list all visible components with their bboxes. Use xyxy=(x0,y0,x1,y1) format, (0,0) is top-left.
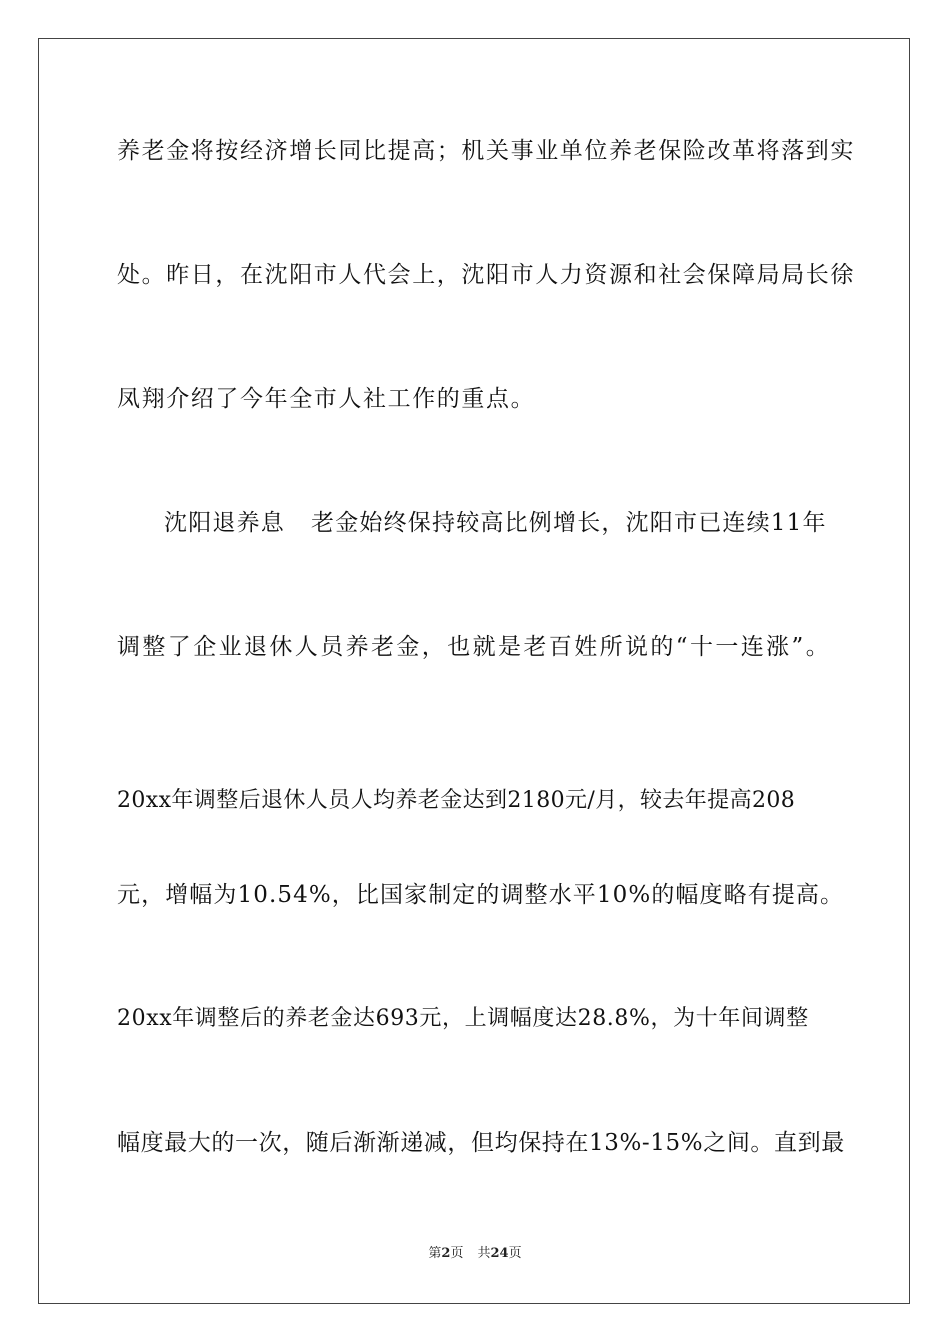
body-line-9: 幅度最大的一次，随后渐渐递减，但均保持在13%-15%之间。直到最 xyxy=(117,1130,845,1156)
footer-total-pages: 24 xyxy=(490,1246,509,1261)
footer-page-prefix: 第 xyxy=(428,1246,442,1261)
page-footer xyxy=(0,1246,950,1262)
body-line-3: 凤翔介绍了今年全市人社工作的重点。 xyxy=(117,386,536,412)
body-line-8: 20xx年调整后的养老金达693元，上调幅度达28.8%，为十年间调整 xyxy=(117,1006,809,1031)
body-line-2: 处。昨日，在沈阳市人代会上，沈阳市人力资源和社会保障局局长徐 xyxy=(117,262,855,288)
body-line-4-part-2: 老金始终保持较高比例增长，沈阳市已连续11年 xyxy=(311,510,827,536)
body-line-4-part-1: 沈阳退养息 xyxy=(164,510,285,536)
body-line-1: 养老金将按经济增长同比提高；机关事业单位养老保险改革将落到实 xyxy=(117,138,855,164)
body-line-5: 调整了企业退休人员养老金，也就是老百姓所说的“十一连涨”。 xyxy=(117,634,832,660)
footer-total-prefix: 共 xyxy=(477,1246,491,1261)
page-border xyxy=(38,38,910,1304)
body-line-4 xyxy=(164,508,884,538)
body-line-6: 20xx年调整后退休人员人均养老金达到2180元/月，较去年提高208 xyxy=(117,788,796,813)
footer-total-suffix: 页 xyxy=(508,1246,522,1261)
body-line-7: 元，增幅为10.54%，比国家制定的调整水平10%的幅度略有提高。 xyxy=(117,882,845,908)
footer-page-suffix: 页 xyxy=(450,1246,464,1261)
footer-page-number: 2 xyxy=(441,1246,451,1261)
